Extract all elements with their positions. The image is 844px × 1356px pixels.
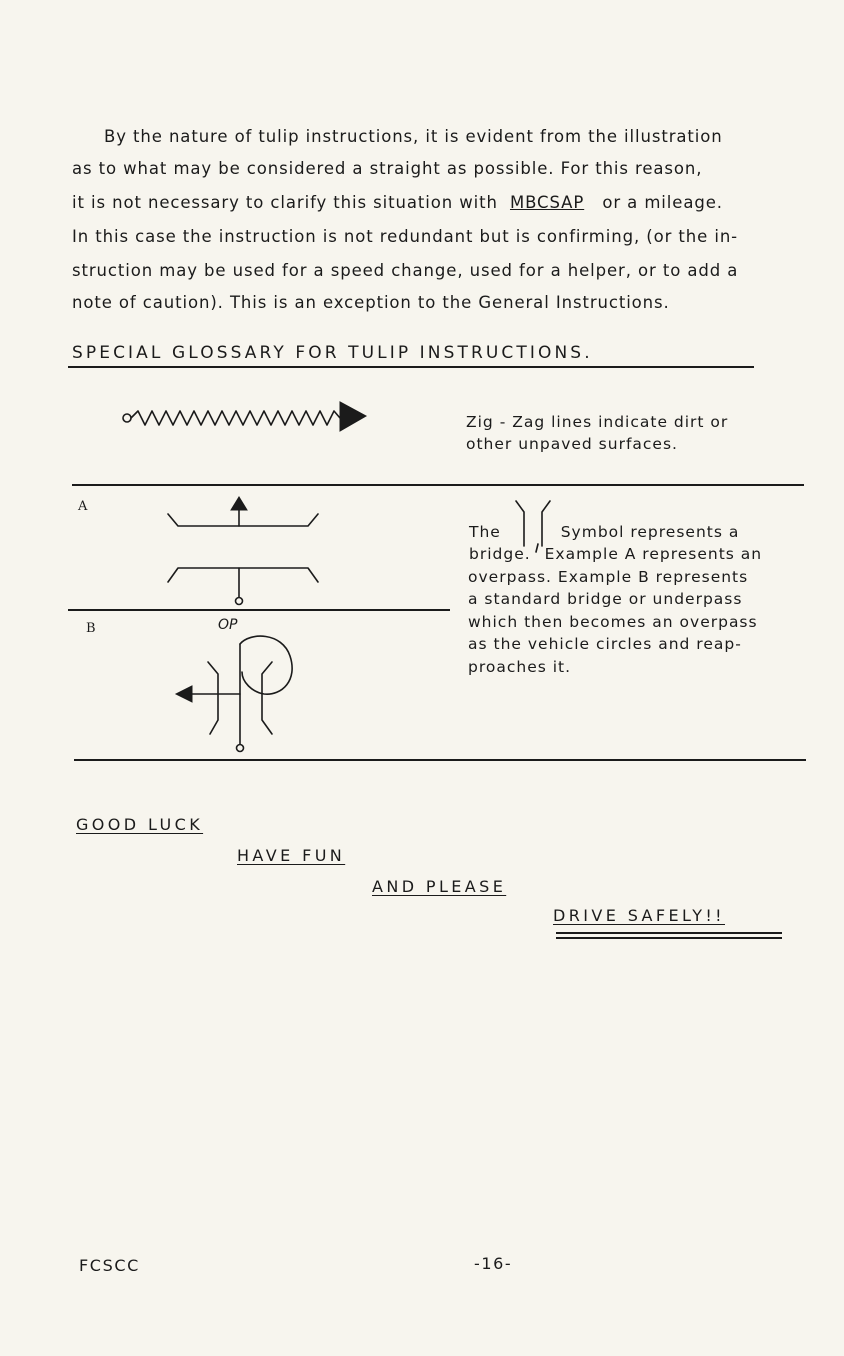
page-number: -16-: [474, 1254, 513, 1273]
bridge-line-1-tail: Symbol represents a: [560, 523, 740, 541]
closing-have-fun: HAVE FUN: [237, 846, 346, 865]
op-label: OP: [218, 617, 238, 633]
drive-safely-rule-1: [556, 932, 782, 934]
section-divider-top: [72, 484, 804, 486]
bridge-line-7: proaches it.: [468, 657, 572, 676]
intro-line-3: [72, 193, 723, 212]
footer-org: FCSCC: [79, 1256, 140, 1275]
intro-line-3-end: or a mileage.: [602, 193, 723, 212]
bridge-word-bridge: bridge.: [469, 545, 531, 563]
example-b-label: B: [86, 621, 96, 636]
intro-line-5: struction may be used for a speed change, used for a helper, or to add a: [72, 261, 739, 280]
acronym-mbcsap: MBCSAP: [509, 193, 585, 212]
bridge-line-2-tail: Example A represents an: [544, 545, 763, 563]
intro-line-4: In this case the instruction is not redundant but is confirming, (or the in-: [72, 227, 739, 246]
bridge-line-2: [469, 543, 762, 565]
bridge-line-3: overpass. Example B represents: [468, 568, 749, 586]
zigzag-line-1: Zig - Zag lines indicate dirt or: [466, 413, 729, 431]
bridge-line-6: as the vehicle circles and reap-: [468, 635, 742, 654]
intro-line-6: note of caution). This is an exception to the General Instructions.: [72, 293, 670, 312]
zigzag-arrow-icon: [118, 396, 368, 436]
closing-drive-safely: DRIVE SAFELY!!: [553, 906, 725, 925]
closing-good-luck: GOOD LUCK: [76, 815, 204, 834]
bridge-word-the: The: [469, 523, 501, 541]
closing-and-please: AND PLEASE: [372, 877, 507, 896]
example-a-label: A: [78, 499, 88, 514]
zigzag-description: [466, 411, 728, 456]
glossary-heading: SPECIAL GLOSSARY FOR TULIP INSTRUCTIONS.: [72, 343, 593, 363]
example-a-divider: [68, 609, 450, 611]
drive-safely-rule-2: [556, 937, 782, 939]
bridge-description: [468, 566, 758, 678]
underpass-loop-example-icon: [170, 630, 310, 756]
overpass-example-icon: [160, 494, 330, 610]
bridge-line-4: a standard bridge or underpass: [468, 590, 743, 609]
intro-line-1: By the nature of tulip instructions, it is evident from the illustration: [104, 127, 723, 146]
intro-line-3-start: it is not necessary to clarify this situation with: [72, 193, 498, 212]
zigzag-line-2: other unpaved surfaces.: [466, 435, 678, 454]
section-divider-bottom: [74, 759, 806, 761]
glossary-heading-underline: [68, 366, 754, 368]
intro-line-2: as to what may be considered a straight as possible. For this reason,: [72, 159, 703, 178]
bridge-line-5: which then becomes an overpass: [468, 612, 758, 631]
